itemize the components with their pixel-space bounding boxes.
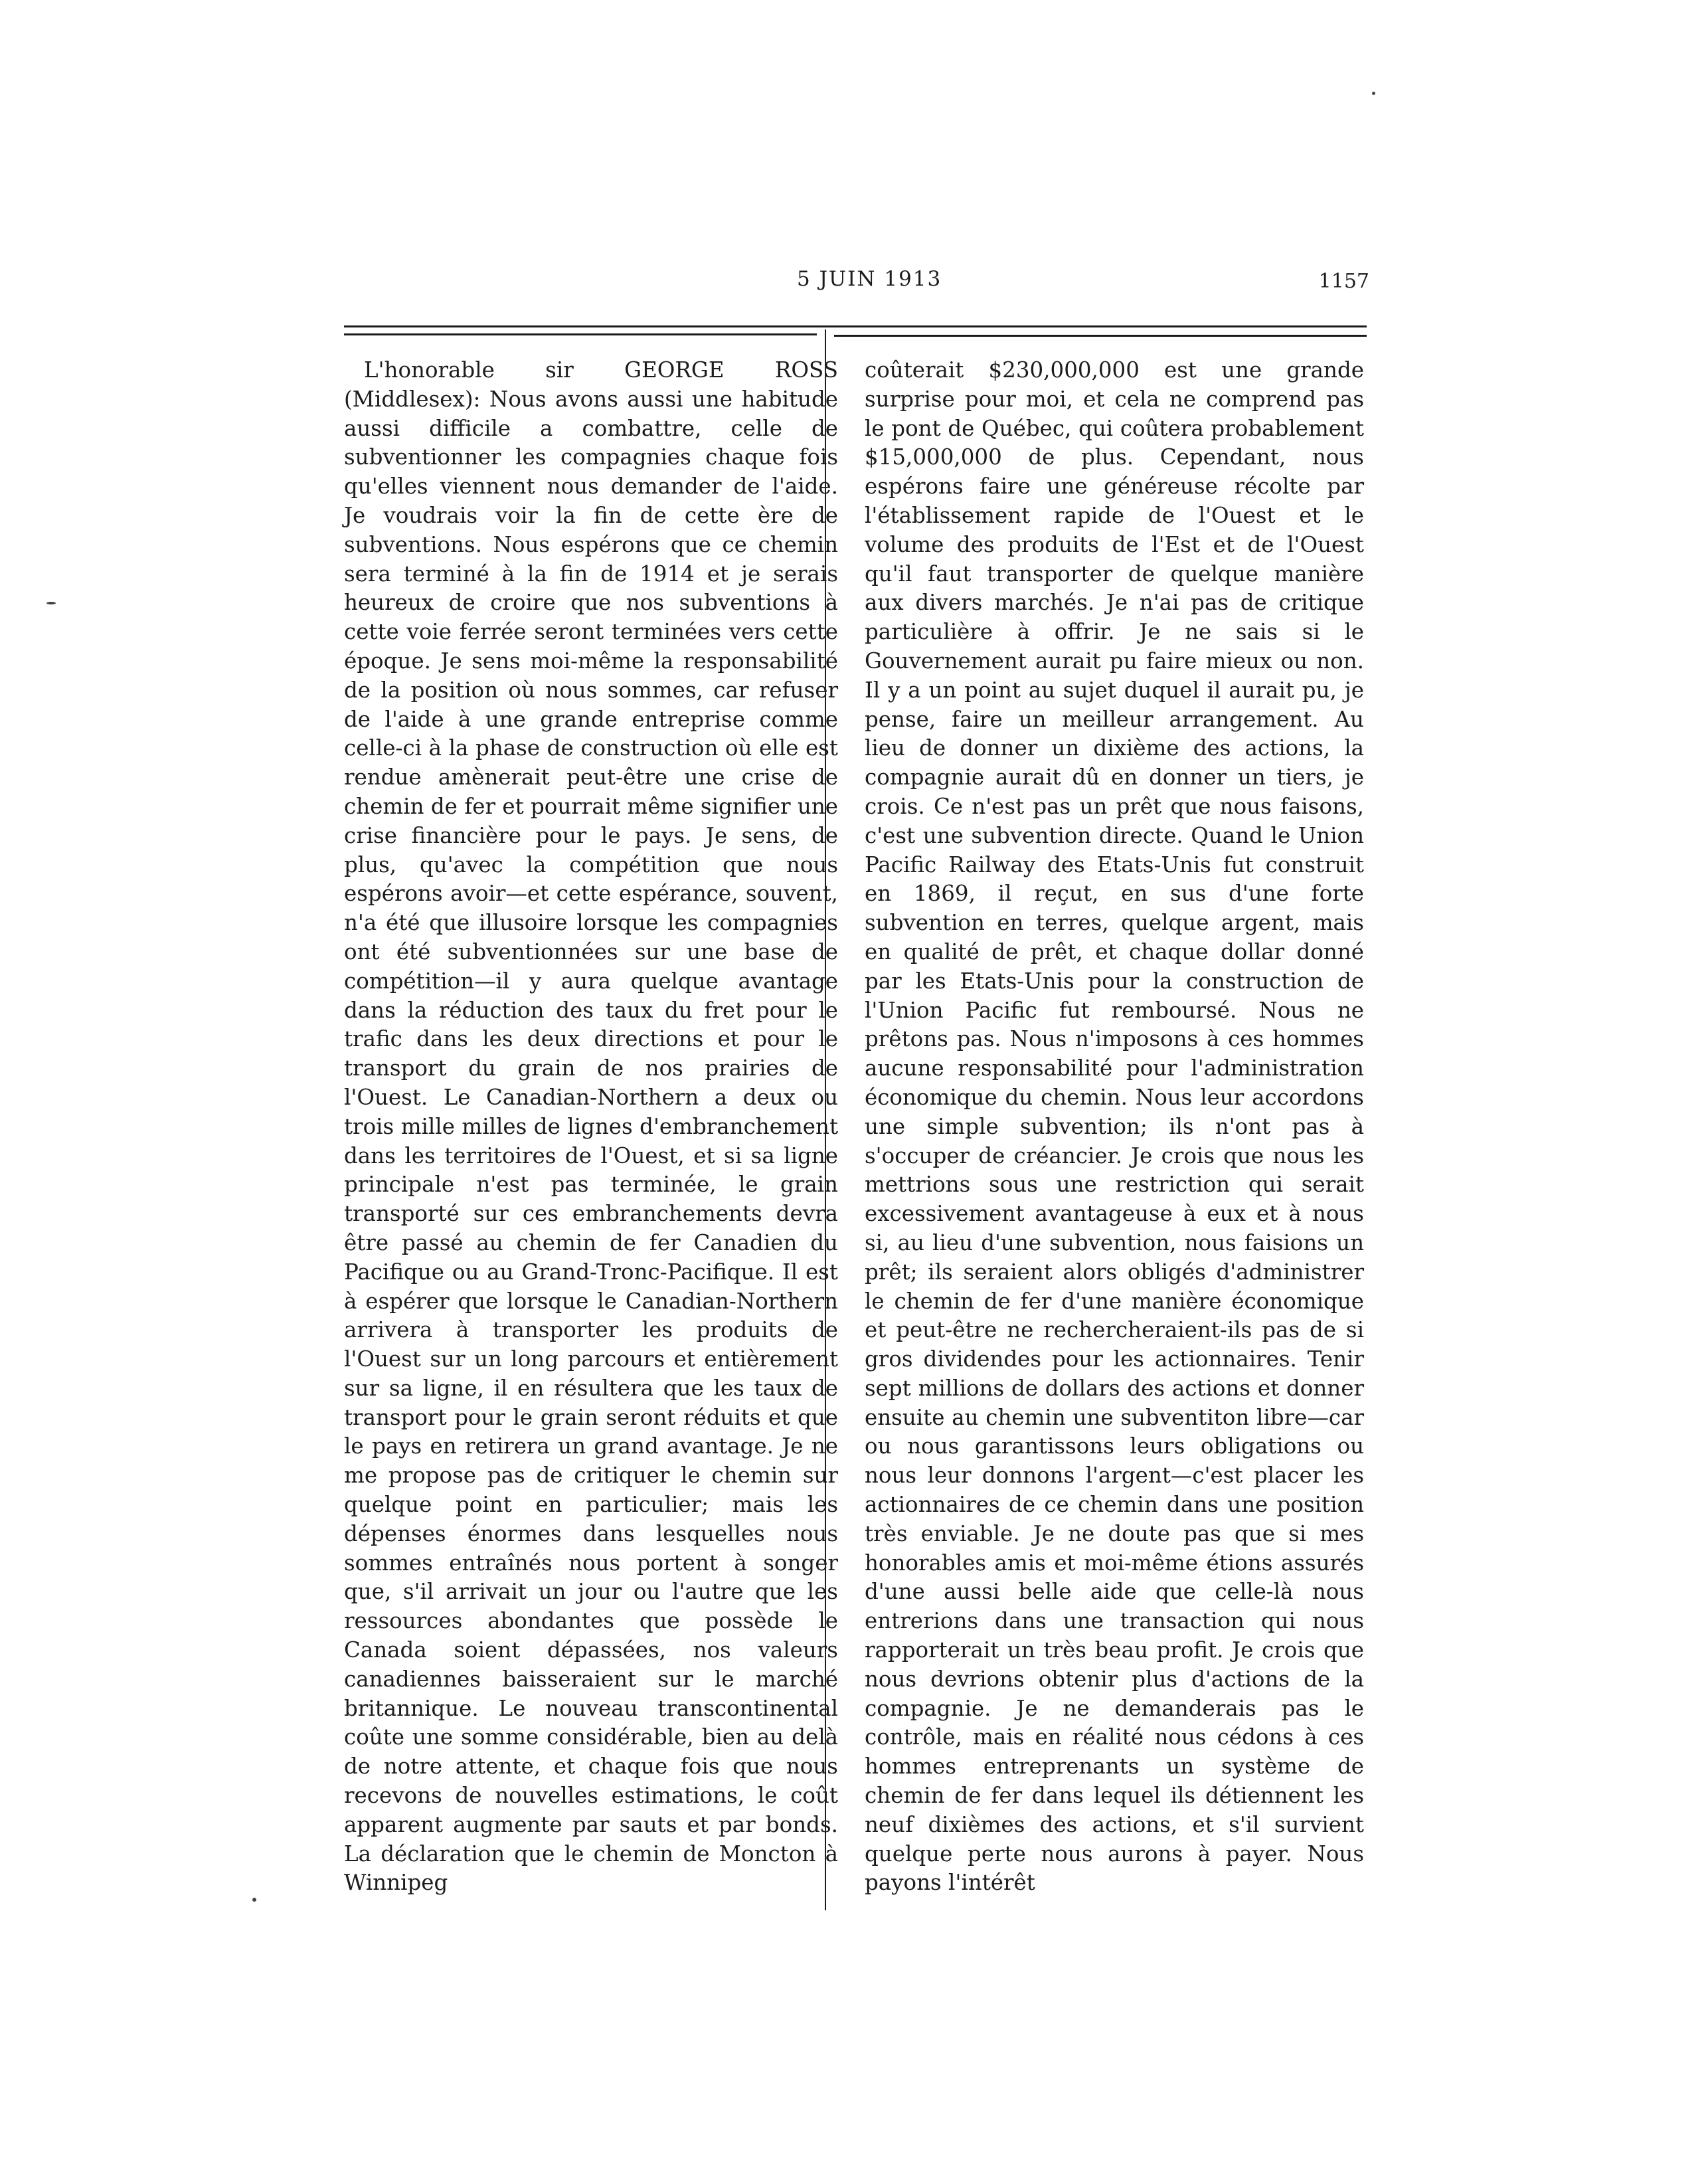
page-header	[332, 267, 1369, 307]
header-rule-top	[344, 325, 1367, 327]
left-column-text: L'honorable sir GEORGE ROSS (Middlesex): Nous avons aussi une habitude aussi difficile a combattre, celle de subventionner les compagnies chaque fois qu'elles viennent nous demander de l'aide. Je voudrais voir la fin de cette ère de subventions. Nous espérons que ce chemin sera terminé à la fin de 1914 et je serais heureux de croire que nos subventions à cette voie ferrée seront terminées vers cette époque. Je sens moi-même la responsabilité de la position où nous sommes, car refuser de l'aide à une grande entreprise comme celle-ci à la phase de construction où elle est rendue amènerait peut-être une crise de chemin de fer et pourrait même signifier une crise financière pour le pays. Je sens, de plus, qu'avec la compétition que nous espérons avoir—et cette espérance, souvent, n'a été que illusoire lorsque les compagnies ont été subventionnées sur une base de compétition—il y aura quelque avantage dans la réduction des taux du fret pour le trafic dans les deux directions et pour le transport du grain de nos prairies de l'Ouest. Le Canadian-Northern a deux ou trois mille milles de lignes d'embranchement dans les territoires de l'Ouest, et si sa ligne principale n'est pas terminée, le grain transporté sur ces embranchements devra être passé au chemin de fer Canadien du Pacifique ou au Grand-Tronc-Pacifique. Il est à espérer que lorsque le Canadian-Northern arrivera à transporter les produits de l'Ouest sur un long parcours et entièrement sur sa ligne, il en résultera que les taux de transport pour le grain seront réduits et que le pays en retirera un grand avantage. Je ne me propose pas de critiquer le chemin sur quelque point en particulier; mais les dépenses énormes dans lesquelles nous sommes entraînés nous portent à songer que, s'il arrivait un jour ou l'autre que les ressources abondantes que possède le Canada soient dépassées, nos valeurs canadiennes baisseraient sur le marché britannique. Le nouveau transcontinental coûte une somme considérable, bien au delà de notre attente, et chaque fois que nous recevons de nouvelles estimations, le coût apparent augmente par sauts et par bonds. La déclaration que le chemin de Moncton à Winnipeg	[344, 357, 839, 1896]
right-column-text: coûterait $230,000,000 est une grande surprise pour moi, et cela ne comprend pas le pont de Québec, qui coûtera probablement $15,000,000 de plus. Cependant, nous espérons faire une généreuse récolte par l'établissement rapide de l'Ouest et le volume des produits de l'Est et de l'Ouest qu'il faut transporter de quelque manière aux divers marchés. Je n'ai pas de critique particulière à offrir. Je ne sais si le Gouvernement aurait pu faire mieux ou non. Il y a un point au sujet duquel il aurait pu, je pense, faire un meilleur arrangement. Au lieu de donner un dixième des actions, la compagnie aurait dû en donner un tiers, je crois. Ce n'est pas un prêt que nous faisons, c'est une subvention directe. Quand le Union Pacific Railway des Etats-Unis fut construit en 1869, il reçut, en sus d'une forte subvention en terres, quelque argent, mais en qualité de prêt, et chaque dollar donné par les Etats-Unis pour la construction de l'Union Pacific fut remboursé. Nous ne prêtons pas. Nous n'imposons à ces hommes aucune responsabilité pour l'administration économique du chemin. Nous leur accordons une simple subvention; ils n'ont pas à s'occuper de créancier. Je crois que nous les mettrions sous une restriction qui serait excessivement avantageuse à eux et à nous si, au lieu d'une subvention, nous faisions un prêt; ils seraient alors obligés d'administrer le chemin de fer d'une manière économique et peut-être ne rechercheraient-ils pas de si gros dividendes pour les actionnaires. Tenir sept millions de dollars des actions et donner ensuite au chemin une subventiton libre—car ou nous garantissons leurs obligations ou nous leur donnons l'argent—c'est placer les actionnaires de ce chemin dans une position très enviable. Je ne doute pas que si mes honorables amis et moi-même étions assurés d'une aussi belle aide que celle-là nous entrerions dans une transaction qui nous rapporterait un très beau profit. Je crois que nous devrions obtenir plus d'actions de la compagnie. Je ne demanderais pas le contrôle, mais en réalité nous cédons à ces hommes entreprenants un système de chemin de fer dans lequel ils détiennent les neuf dixièmes des actions, et s'il survient quelque perte nous aurons à payer. Nous payons l'intérêt	[865, 357, 1364, 1896]
header-date: 5 JUIN 1913	[797, 267, 942, 291]
header-rule-right	[834, 335, 1367, 337]
scan-mark	[1372, 92, 1375, 95]
scan-mark	[252, 1898, 256, 1902]
header-rule-left	[344, 333, 817, 335]
right-column	[865, 356, 1364, 1898]
scan-mark	[46, 602, 56, 604]
page-number: 1157	[1318, 270, 1369, 293]
left-column	[344, 356, 838, 1898]
